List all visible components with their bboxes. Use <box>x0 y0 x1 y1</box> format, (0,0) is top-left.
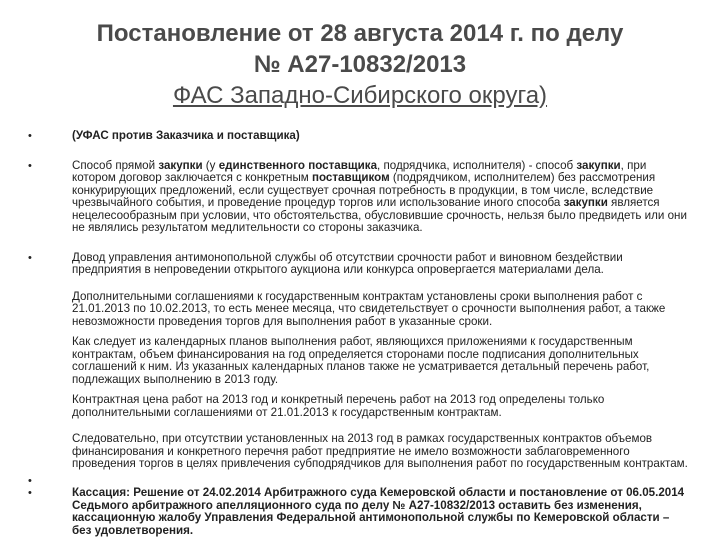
price-paragraph: Контрактная цена работ на 2013 год и конкретный перечень работ на 2013 год определены только дополнительными соглашениями от 21.01.2013 к государственным контрактам. <box>72 393 605 419</box>
title-line-2: № А27-10832/2013 <box>253 51 467 78</box>
argument-text: Довод управления антимонопольной службы об отсутствии срочности работ и виновном бездействии предприятия в непроведении открытого аукциона или конкурса опровергается материалами дела. <box>72 250 623 276</box>
bullet-argument <box>28 252 688 277</box>
slide-body <box>28 120 688 537</box>
bullet-icon: • <box>28 251 32 264</box>
slide-title <box>0 18 720 111</box>
bullet-parties <box>28 130 688 143</box>
title-link[interactable]: ФАС Западно-Сибирского округа) <box>172 82 548 109</box>
bullet-cassation <box>28 487 688 537</box>
title-line-1: Постановление от 28 августа 2014 г. по делу <box>96 20 624 47</box>
plans-paragraph: Как следует из календарных планов выполнения работ, являющихся приложениями к государственным контрактам, объем финансирования на год определяется сторонами после подписания дополнительных соглашений к ним. Из указанных календарных планов также не усматривается детальный перечень работ, подлежащих выполнению в 2013 году. <box>72 335 650 386</box>
conclusion-paragraph: Следовательно, при отсутствии установленных на 2013 год в рамках государственных контрактов объемов финансирования и конкретного перечня работ предприятие не имело возможности заблаговременного проведения торгов в целях привлечения субподрядчиков для выполнения работ по государственным контрактам. <box>72 432 688 470</box>
bullet-icon: • <box>28 130 32 142</box>
definition-text: Способ прямой закупки (у единственного поставщика, подрядчика, исполнителя) - способ закупки, при котором договор заключается с конкретным поставщиком (подрядчиком, исполнителем) без рассмотрения конкурирующих предложений, если существует срочная потребность в продукции, в том числе, вследствие чрезвычайного события, и проведение процедур торгов или использование иного способа закупки является нецелесообразным при условии, что обстоятельства, обусловившие срочность, нельзя было предвидеть или они не являлись результатом медлительности со стороны заказчика. <box>72 158 687 234</box>
bullet-icon: • <box>28 474 32 487</box>
bullet-definition <box>28 160 688 235</box>
cassation-text: Кассация: Решение от 24.02.2014 Арбитражного суда Кемеровской области и постановление от 06.05.2014 Седьмого арбитражного апелляционного суда по делу № А27-10832/2013 оставить без изменения, кассационную жалобу Управления Федеральной антимонопольной службы по Кемеровской области – без удовлетворения. <box>72 486 685 537</box>
bullet-icon: • <box>28 487 32 499</box>
terms-paragraph: Дополнительными соглашениями к государственным контрактам установлены сроки выполнения работ с 21.01.2013 по 10.02.2013, то есть менее месяца, что свидетельствует о срочности выполнения работ, а также невозможности проведения торгов для выполнения работ в указанные сроки. <box>72 289 666 328</box>
parties-text: (УФАС против Заказчика и поставщика) <box>72 129 300 142</box>
bullet-icon: • <box>28 159 32 172</box>
